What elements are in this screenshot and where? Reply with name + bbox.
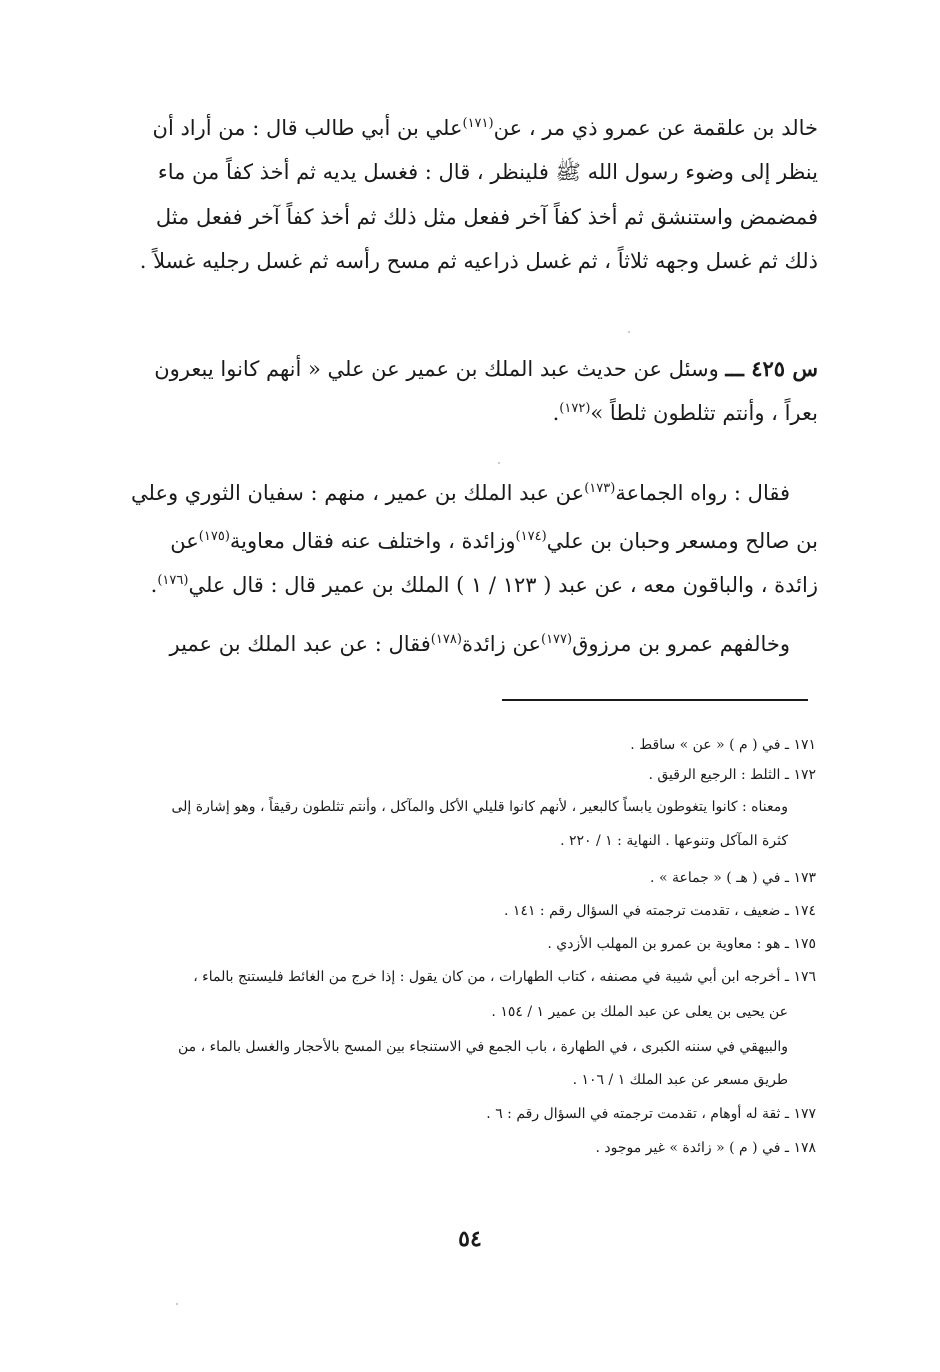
- footnote-ref: (١٧٤): [515, 529, 547, 545]
- scan-speck: [628, 331, 630, 333]
- footnote-173: ١٧٣ ـ في ( هـ ) « جماعة » .: [650, 870, 816, 886]
- answer-text: عن زائدة: [461, 632, 541, 656]
- answer-text: عن عبد الملك بن عمير ، منهم : سفيان الثوري وعلي: [131, 481, 585, 505]
- answer-text: .: [150, 573, 158, 597]
- footnote-ref: (١٧٢): [559, 401, 591, 417]
- footnote-172: ١٧٢ ـ الثلط : الرجيع الرقيق .: [648, 767, 816, 783]
- footnote-176-continuation: والبيهقي في سننه الكبرى ، في الطهارة ، باب الجمع في الاستنجاء بين المسح بالأحجار والغسل بالماء ، من: [178, 1039, 788, 1055]
- question-text: بعراً ، وأنتم تثلطون ثلطاً »: [590, 401, 818, 425]
- footnote-178: ١٧٨ ـ في ( م ) « زائدة » غير موجود .: [595, 1140, 816, 1156]
- question-line: [553, 403, 818, 424]
- footnote-ref: (١٧١): [462, 116, 494, 132]
- question-line: [154, 358, 818, 380]
- footnote-176-continuation: طريق مسعر عن عبد الملك ١ / ١٠٦ .: [572, 1072, 788, 1088]
- footnote-ref: (١٧٨): [430, 632, 462, 648]
- footnote-171: ١٧١ ـ في ( م ) « عن » ساقط .: [630, 737, 816, 753]
- answer-text: زائدة ، والباقون معه ، عن عبد ( ١٢٣ / ١ ) الملك بن عمير قال : قال علي: [188, 573, 818, 597]
- footnote-174: ١٧٤ ـ ضعيف ، تقدمت ترجمته في السؤال رقم : ١٤١ .: [504, 903, 816, 919]
- answer-text: فقال : عن عبد الملك بن عمير: [169, 632, 431, 656]
- footnote-ref: (١٧٣): [584, 481, 616, 497]
- body-line: ذلك ثم غسل وجهه ثلاثاً ، ثم غسل ذراعيه ثم مسح رأسه ثم غسل رجليه غسلاً .: [139, 249, 818, 273]
- footnote-176: ١٧٦ ـ أخرجه ابن أبي شيبة في مصنفه ، كتاب الطهارات ، من كان يقول : إذا خرج من الغائط فليستنج بالماء ،: [193, 969, 816, 985]
- answer-text: وزائدة ، واختلف عنه فقال معاوية: [229, 529, 516, 553]
- answer-line: [151, 575, 818, 596]
- question-text: .: [552, 401, 560, 425]
- footnote-177: ١٧٧ ـ ثقة له أوهام ، تقدمت ترجمته في السؤال رقم : ٦ .: [486, 1106, 816, 1122]
- footnote-separator: [502, 699, 808, 701]
- footnote-175: ١٧٥ ـ هو : معاوية بن عمرو بن المهلب الأزدي .: [547, 936, 816, 952]
- footnote-172-continuation: ومعناه : كانوا يتغوطون يابساً كالبعير ، لأنهم كانوا قليلي الأكل والمآكل ، وأنتم تثلطون رقيقاً ، وهو إشارة إلى: [171, 799, 788, 815]
- footnote-172-continuation: كثرة المآكل وتنوعها . النهاية : ١ / ٢٢٠ .: [560, 833, 788, 849]
- body-text: خالد بن علقمة عن عمرو ذي مر ، عن: [493, 116, 818, 140]
- body-line: فمضمض واستنشق ثم أخذ كفاً آخر ففعل مثل ذلك ثم أخذ كفاً آخر ففعل مثل: [155, 205, 818, 229]
- body-line: ينظر إلى وضوء رسول الله ﷺ فلينظر ، قال : فغسل يديه ثم أخذ كفاً من ماء: [157, 160, 818, 184]
- answer-line: [169, 634, 790, 655]
- scan-speck: [176, 1303, 178, 1305]
- body-line: [153, 118, 818, 139]
- answer-text: بن صالح ومسعر وحبان بن علي: [546, 529, 818, 553]
- footnote-176-continuation: عن يحيى بن يعلى عن عبد الملك بن عمير ١ / ١٥٤ .: [491, 1004, 788, 1020]
- page-number: ٥٤: [458, 1226, 482, 1252]
- footnote-ref: (١٧٧): [540, 632, 573, 648]
- footnote-ref: (١٧٥): [198, 529, 230, 545]
- scan-speck: [498, 462, 500, 464]
- answer-line: [170, 531, 818, 552]
- question-text: وسئل عن حديث عبد الملك بن عمير عن علي « أنهم كانوا يبعرون: [154, 357, 719, 381]
- answer-text: عن: [170, 529, 199, 553]
- question-number: س ٤٢٥ ـــ: [725, 356, 818, 381]
- body-text: علي بن أبي طالب قال : من أراد أن: [152, 116, 463, 140]
- answer-line: [131, 483, 790, 504]
- answer-text: فقال : رواه الجماعة: [615, 481, 790, 505]
- answer-text: وخالفهم عمرو بن مرزوق: [572, 632, 790, 656]
- footnote-ref: (١٧٦): [157, 573, 189, 589]
